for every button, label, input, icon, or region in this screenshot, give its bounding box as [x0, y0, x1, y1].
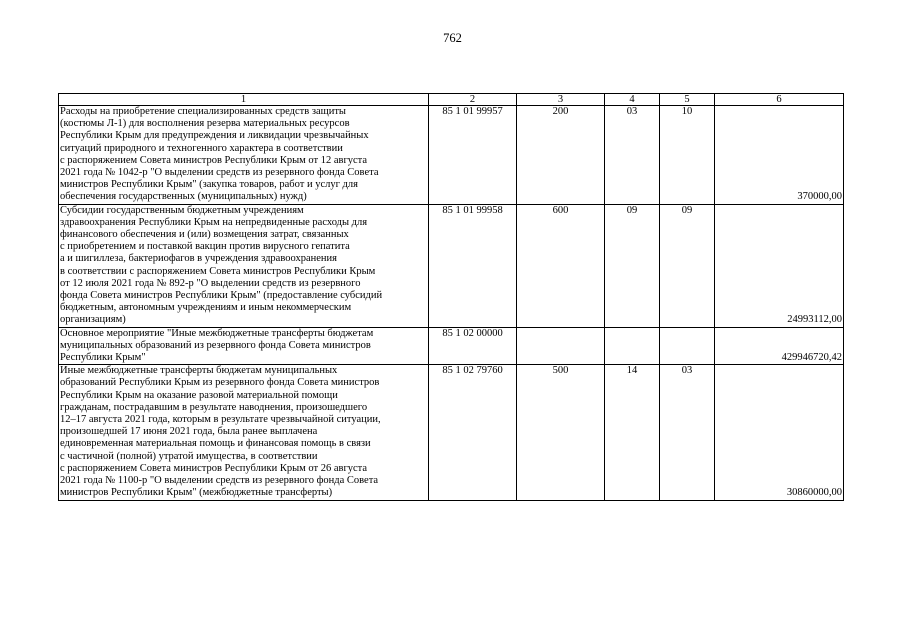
row-col5	[660, 327, 715, 365]
row-code: 85 1 02 00000	[429, 327, 517, 365]
column-header-1: 1	[59, 94, 429, 106]
row-amount: 429946720,42	[715, 327, 844, 365]
column-header-6: 6	[715, 94, 844, 106]
column-header-2: 2	[429, 94, 517, 106]
table-header-row	[59, 94, 844, 106]
row-amount: 24993112,00	[715, 204, 844, 327]
row-col4	[605, 327, 660, 365]
row-description: Расходы на приобретение специализированных средств защиты (костюмы Л-1) для восполнения резерва материальных ресурсов Республики Крым для предупреждения и ликвидации чрезвычайных ситуаций природного и техногенного характера в соответствии с распоряжением Совета министров Республики Крым от 12 августа 2021 года № 1042-р "О выделении средств из резервного фонда Совета министров Республики Крым" (закупка товаров, работ и услуг для обеспечения государственных (муниципальных) нужд)	[59, 106, 429, 205]
column-header-3: 3	[517, 94, 605, 106]
row-description: Иные межбюджетные трансферты бюджетам муниципальных образований Республики Крым из резервного фонда Совета министров Республики Крым на оказание разовой материальной помощи гражданам, пострадавшим в результате наводнения, произошедшего 12–17 августа 2021 года, которым в результате чрезвычайной ситуации, произошедшей 17 июня 2021 года, была ранее выплачена единовременная материальная помощь и финансовая помощь в связи с частичной (полной) утратой имущества, в соответствии с распоряжением Совета министров Республики Крым от 26 августа 2021 года № 1100-р "О выделении средств из резервного фонда Совета министров Республики Крым" (межбюджетные трансферты)	[59, 365, 429, 500]
row-col4: 03	[605, 106, 660, 205]
row-description: Основное мероприятие "Иные межбюджетные трансферты бюджетам муниципальных образований из резервного фонда Совета министров Республики Крым"	[59, 327, 429, 365]
row-col4: 14	[605, 365, 660, 500]
table-row	[59, 365, 844, 500]
row-col3	[517, 327, 605, 365]
row-col5: 10	[660, 106, 715, 205]
table-row	[59, 204, 844, 327]
row-col4: 09	[605, 204, 660, 327]
row-col3: 600	[517, 204, 605, 327]
row-amount: 370000,00	[715, 106, 844, 205]
row-code: 85 1 01 99958	[429, 204, 517, 327]
row-code: 85 1 01 99957	[429, 106, 517, 205]
page-number: 762	[443, 31, 462, 45]
row-col5: 09	[660, 204, 715, 327]
row-amount: 30860000,00	[715, 365, 844, 500]
budget-table	[58, 93, 844, 501]
table-row	[59, 327, 844, 365]
table-row	[59, 106, 844, 205]
row-description: Субсидии государственным бюджетным учреждениям здравоохранения Республики Крым на непредвиденные расходы для финансового обеспечения и (или) возмещения затрат, связанных с приобретением и поставкой вакцин против вирусного гепатита а и шигиллеза, бактериофагов в учреждения здравоохранения в соответствии с распоряжением Совета министров Республики Крым от 12 июля 2021 года № 892-р "О выделении средств из резервного фонда Совета министров Республики Крым" (предоставление субсидий бюджетным, автономным учреждениям и иным некоммерческим организациям)	[59, 204, 429, 327]
row-col3: 500	[517, 365, 605, 500]
column-header-5: 5	[660, 94, 715, 106]
column-header-4: 4	[605, 94, 660, 106]
row-col3: 200	[517, 106, 605, 205]
row-col5: 03	[660, 365, 715, 500]
row-code: 85 1 02 79760	[429, 365, 517, 500]
